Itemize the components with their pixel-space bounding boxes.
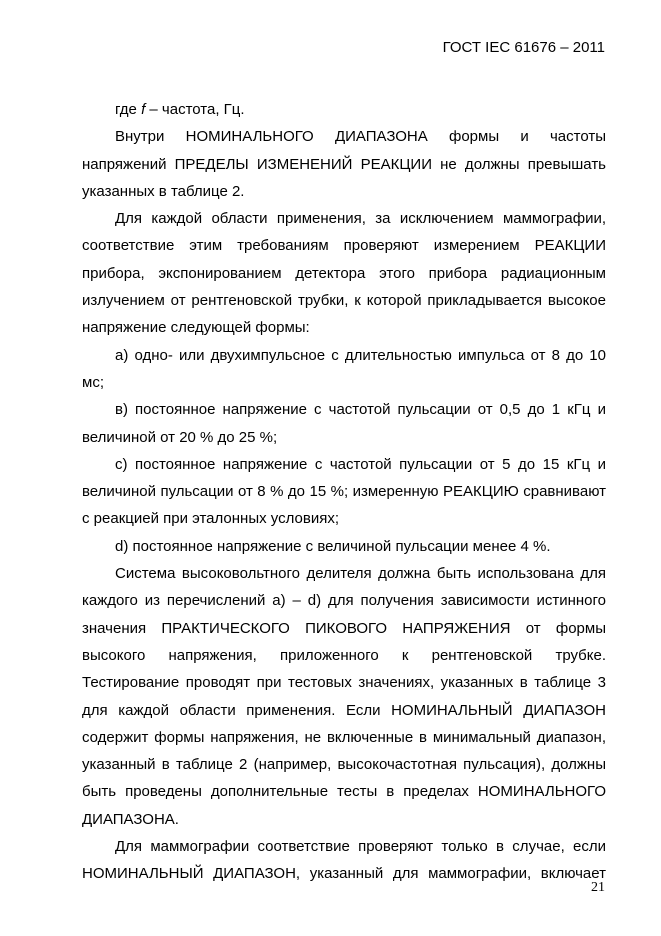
paragraph-text: а) одно- или двухимпульсное с длительностью импульса от 8 до 10 мс;	[82, 346, 606, 391]
paragraph	[82, 451, 606, 533]
paragraph-text: с) постоянное напряжение с частотой пульсации от 5 до 15 кГц и величиной пульсации от 8 % до 15 %; измеренную РЕАКЦИЮ сравнивают с реакцией при эталонных условиях;	[82, 455, 606, 528]
variable-symbol: f	[141, 101, 146, 118]
paragraph	[82, 833, 606, 888]
paragraph-text: Для каждой области применения, за исключением маммографии, соответствие этим требованиям проверяют измерением РЕАКЦИИ прибора, экспонированием детектора этого прибора радиационным излучением от рентгеновской трубки, к которой прикладывается высокое напряжение следующей формы:	[82, 210, 606, 337]
paragraph	[82, 342, 606, 397]
paragraph	[82, 533, 606, 560]
paragraph-text: Для маммографии соответствие проверяют только в случае, если НОМИНАЛЬНЫЙ ДИАПАЗОН, указанный для маммографии, включает	[82, 838, 606, 883]
paragraph-text: где	[115, 101, 142, 118]
paragraph	[82, 560, 606, 833]
paragraph	[82, 96, 606, 123]
paragraph	[82, 123, 606, 205]
paragraph-text: в) постоянное напряжение с частотой пульсации от 0,5 до 1 кГц и величиной от 20 % до 25 %;	[82, 401, 606, 446]
document-body	[82, 96, 606, 888]
paragraph-text: d) постоянное напряжение с величиной пульсации менее 4 %.	[115, 537, 551, 555]
paragraph-text: – частота, Гц.	[145, 101, 245, 118]
paragraph	[82, 205, 606, 341]
paragraph	[82, 396, 606, 451]
document-header: ГОСТ IEC 61676 – 2011	[442, 39, 605, 56]
page-number: 21	[591, 880, 605, 895]
paragraph-text: Внутри НОМИНАЛЬНОГО ДИАПАЗОНА формы и частоты напряжений ПРЕДЕЛЫ ИЗМЕНЕНИЙ РЕАКЦИИ не должны превышать указанных в таблице 2.	[82, 128, 606, 200]
paragraph-text: Система высоковольтного делителя должна быть использована для каждого из перечислений а) – d) для получения зависимости истинного значения ПРАКТИЧЕСКОГО ПИКОВОГО НАПРЯЖЕНИЯ от формы высокого напряжения, приложенного к рентгеновской трубке. Тестирование проводят при тестовых значениях, указанных в таблице 3 для каждой области применения. Если НОМИНАЛЬНЫЙ ДИАПАЗОН содержит формы напряжения, не включенные в минимальный диапазон, указанный в таблице 2 (например, высокочастотная пульсация), должны быть проведены дополнительные тесты в пределах НОМИНАЛЬНОГО ДИАПАЗОНА.	[82, 565, 606, 828]
